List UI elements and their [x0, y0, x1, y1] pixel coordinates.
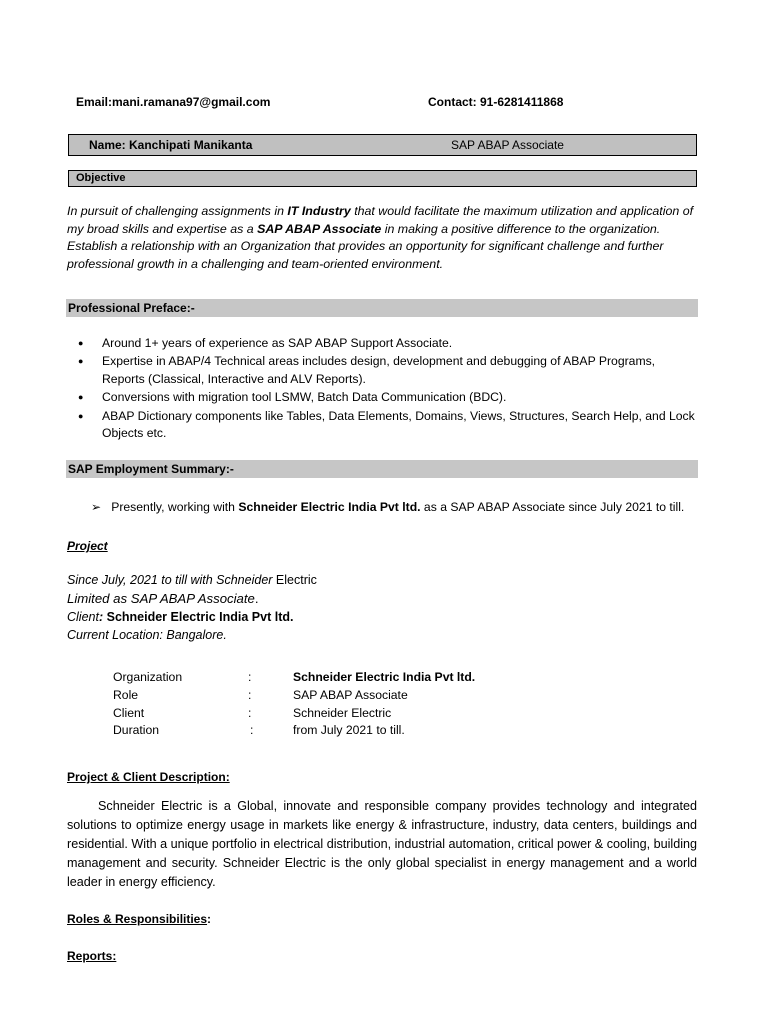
- detail-value: from July 2021 to till.: [293, 723, 405, 737]
- detail-row-client: [113, 706, 533, 723]
- client-colon: :: [98, 610, 104, 624]
- current-location: Current Location: Bangalore.: [67, 628, 227, 642]
- detail-sep: :: [250, 723, 254, 737]
- list-item: ● Around 1+ years of experience as SAP ABAP Support Associate.: [68, 335, 700, 353]
- preface-list: [68, 335, 700, 444]
- detail-label: Duration: [113, 723, 160, 737]
- employment-line: [91, 500, 711, 514]
- description-body: Schneider Electric is a Global, innovate and responsible company provides technology and integrated solutions to optimize energy usage in markets like energy & infrastructure, industry, data centers, buildings and residential. With a unique portfolio in electrical distribution, industrial automation, critical power & cooling, building management and security. Schneider Electric is the only global specialist in energy management and a world leader in energy efficiency.: [67, 799, 698, 889]
- detail-row-organization: [113, 670, 533, 687]
- preface-title: Professional Preface:-: [68, 301, 195, 315]
- roles-title: [67, 912, 211, 926]
- arrow-icon: ➢: [91, 500, 102, 514]
- objective-part: in making a positive difference to the organization. Establish a relationship with an Organization that provides an opportunity for significant challenge and further professional growth in a challenging and team-oriented environment.: [67, 221, 664, 271]
- client-value: Schneider Electric India Pvt ltd.: [103, 610, 294, 624]
- project-limited-text: Limited as SAP ABAP Associate: [67, 591, 255, 606]
- project-since: [67, 573, 317, 587]
- detail-sep: :: [248, 670, 252, 684]
- detail-value: SAP ABAP Associate: [293, 688, 408, 702]
- client-label: Client: [67, 610, 99, 624]
- employment-title: SAP Employment Summary:-: [68, 462, 234, 476]
- objective-title: Objective: [76, 172, 126, 184]
- description-text: [67, 797, 697, 892]
- detail-label: Role: [113, 688, 139, 702]
- email: Email:mani.ramana97@gmail.com: [76, 95, 271, 109]
- objective-header: [68, 170, 697, 187]
- project-title: Project: [67, 539, 108, 553]
- employment-header: [66, 460, 698, 478]
- project-since-company: Electric: [275, 573, 317, 587]
- employment-suffix: as a SAP ABAP Associate since July 2021 to till.: [420, 500, 685, 514]
- objective-part: In pursuit of challenging assignments in: [67, 204, 288, 218]
- objective-part: that would facilitate the maximum utilization and application of my broad skills and expertise as a: [67, 204, 694, 236]
- project-client: [67, 610, 293, 624]
- description-title: Project & Client Description:: [67, 770, 230, 784]
- roles-colon: :: [207, 912, 212, 926]
- detail-row-role: [113, 688, 533, 705]
- objective-part-bold: IT Industry: [287, 204, 351, 218]
- candidate-name: Name: Kanchipati Manikanta: [89, 138, 253, 152]
- name-box: [68, 134, 697, 156]
- detail-value: Schneider Electric: [293, 706, 392, 720]
- employment-company: Schneider Electric India Pvt ltd.: [238, 500, 421, 514]
- list-item: ● Conversions with migration tool LSMW, Batch Data Communication (BDC).: [68, 389, 700, 407]
- list-item: ● Expertise in ABAP/4 Technical areas includes design, development and debugging of ABAP Programs, Reports (Classical, Interactive and ALV Reports).: [68, 353, 700, 389]
- detail-label: Client: [113, 706, 145, 720]
- reports-title: Reports:: [67, 949, 117, 963]
- candidate-role: SAP ABAP Associate: [451, 138, 564, 152]
- detail-row-duration: [113, 723, 533, 740]
- detail-value: Schneider Electric India Pvt ltd.: [293, 670, 476, 684]
- list-item: ● ABAP Dictionary components like Tables, Data Elements, Domains, Views, Structures, Search Help, and Lock Objects etc.: [68, 408, 700, 444]
- project-limited: [67, 591, 259, 606]
- detail-label: Organization: [113, 670, 183, 684]
- project-since-text: Since July, 2021 to till with Schneider: [67, 573, 276, 587]
- employment-prefix: Presently, working with: [111, 500, 239, 514]
- detail-sep: :: [248, 706, 252, 720]
- objective-text: [67, 203, 699, 273]
- detail-sep: :: [248, 688, 252, 702]
- objective-part-bold: SAP ABAP Associate: [257, 221, 382, 236]
- roles-title-text: Roles & Responsibilities: [67, 912, 208, 926]
- contact: Contact: 91-6281411868: [428, 95, 564, 109]
- preface-header: [66, 299, 698, 317]
- project-limited-dot: .: [254, 591, 259, 606]
